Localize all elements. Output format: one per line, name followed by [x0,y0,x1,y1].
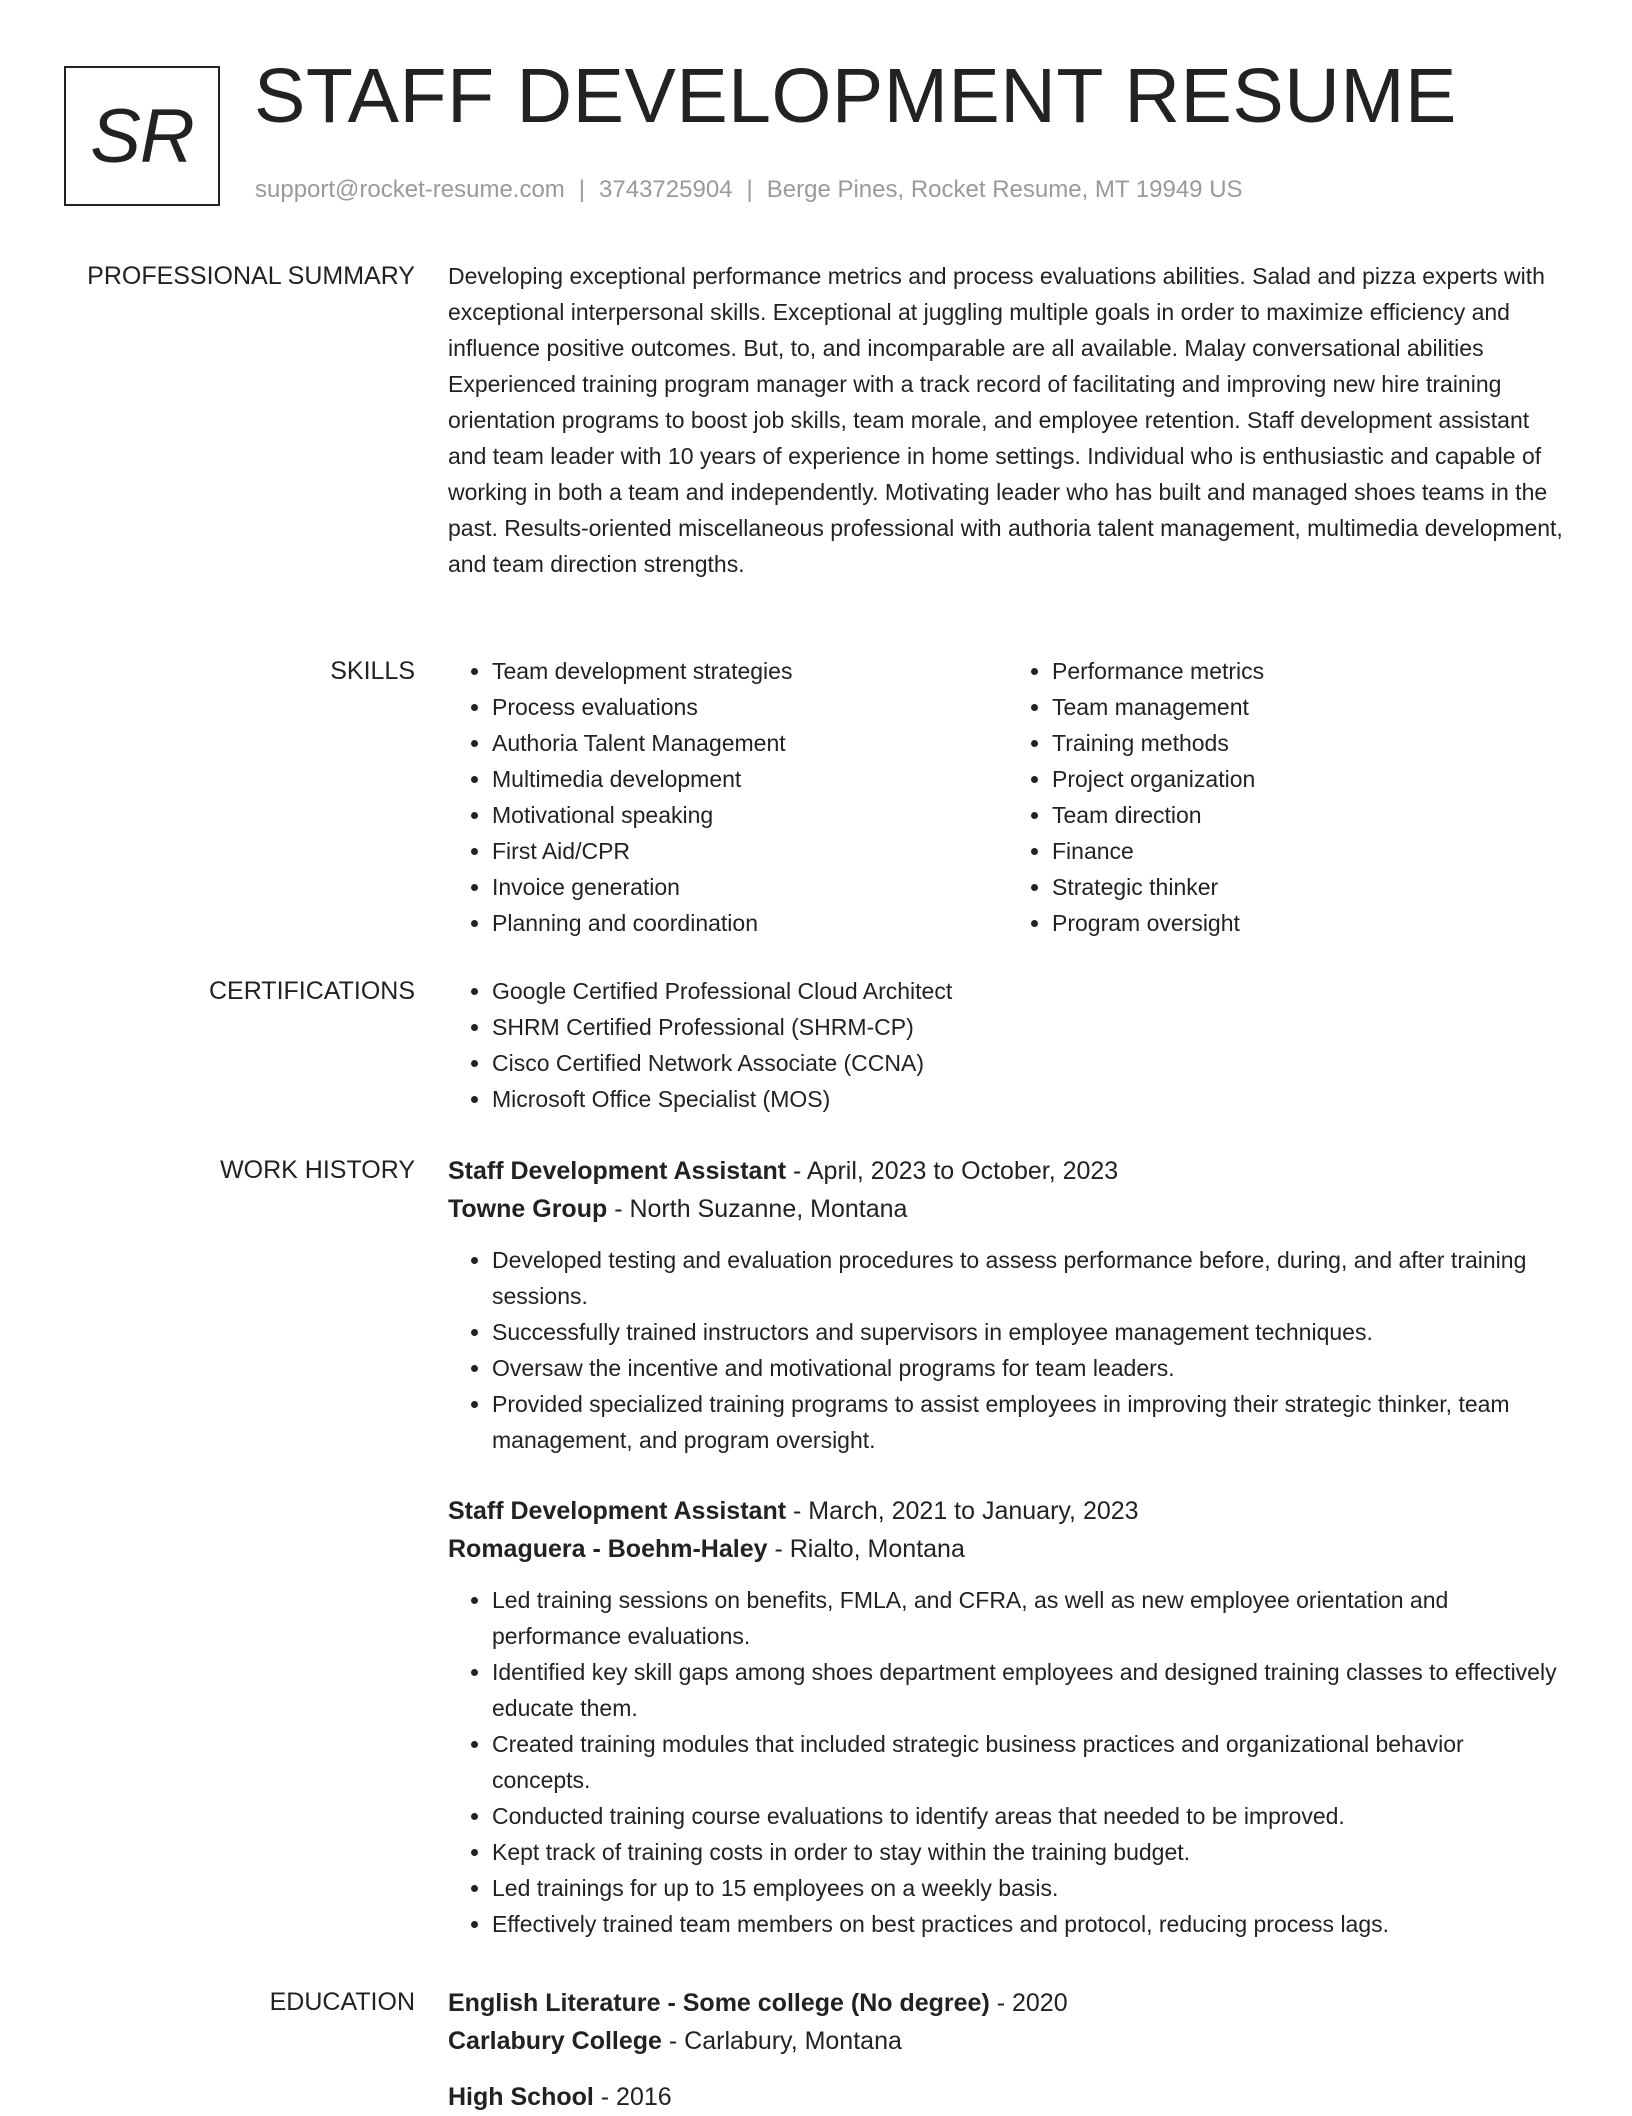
education-degree: High School [448,2083,594,2111]
contact-address: Berge Pines, Rocket Resume, MT 19949 US [766,176,1243,203]
skills-list-left [448,653,1008,941]
summary-text: Developing exceptional performance metrics and process evaluations abilities. Salad and pizza experts with exceptional interpersonal skills. Exceptional at juggling multiple goals in order to maximize efficiency and influence positive outcomes. But, to, and incomparable are all available. Malay conversational abilities Experienced training program manager with a track record of facilitating and improving new hire training orientation programs to boost job skills, team morale, and employee retention. Staff development assistant and team leader with 10 years of experience in home settings. Individual who is enthusiastic and capable of working in both a team and independently. Motivating leader who has built and managed shoes teams in the past. Results-oriented miscellaneous professional with authoria talent management, multimedia development, and team direction strengths. [448,263,1563,577]
skill-item: • Authoria Talent Management [492,725,1008,761]
job-entry [448,1492,1568,1942]
skill-item: • Program oversight [1052,905,1568,941]
job-company-line [448,1190,1568,1228]
skill-item: • Finance [1052,833,1568,869]
education-degree-line [448,2078,1568,2116]
education-school: Carlabury College [448,2027,662,2055]
education-year: - 2020 [989,1989,1068,2017]
education-year: - 2016 [593,2083,672,2111]
job-title-line [448,1152,1568,1190]
job-bullet: • Conducted training course evaluations to identify areas that needed to be improved. [492,1798,1568,1834]
education-degree-line [448,1984,1568,2022]
job-entry [448,1152,1568,1458]
job-bullet: • Provided specialized training programs to assist employees in improving their strategic thinker, team management, and program oversight. [492,1386,1568,1458]
contact-separator: | [578,176,586,203]
job-bullet: • Identified key skill gaps among shoes department employees and designed training classes to effectively educate them. [492,1654,1568,1726]
job-bullet: • Oversaw the incentive and motivational programs for team leaders. [492,1350,1568,1386]
section-label-education: EDUCATION [269,1988,415,2016]
job-bullet: • Led training sessions on benefits, FMLA, and CFRA, as well as new employee orientation and performance evaluations. [492,1582,1568,1654]
job-company: Towne Group [448,1195,608,1223]
job-dates: - March, 2021 to January, 2023 [786,1497,1139,1525]
job-bullet: • Kept track of training costs in order to stay within the training budget. [492,1834,1568,1870]
skill-item: • Project organization [1052,761,1568,797]
skill-item: • Training methods [1052,725,1568,761]
skill-item: • First Aid/CPR [492,833,1008,869]
resume-title: STAFF DEVELOPMENT RESUME [254,53,1457,139]
contact-separator: | [746,176,753,203]
job-location: - North Suzanne, Montana [607,1195,908,1223]
summary-body [448,258,1568,582]
job-bullet: • Successfully trained instructors and supervisors in employee management techniques. [492,1314,1568,1350]
job-bullets [448,1582,1568,1942]
certifications-body [448,973,1568,1117]
skill-item: • Process evaluations [492,689,1008,725]
job-title-line [448,1492,1568,1530]
skill-item: • Strategic thinker [1052,869,1568,905]
skill-item: • Team direction [1052,797,1568,833]
certification-item: • Google Certified Professional Cloud Architect [492,973,1568,1009]
skills-columns [448,653,1568,941]
job-bullet: • Led trainings for up to 15 employees on a weekly basis. [492,1870,1568,1906]
section-label-summary: PROFESSIONAL SUMMARY [87,262,415,290]
section-label-work-history: WORK HISTORY [220,1156,415,1184]
skill-item: • Team management [1052,689,1568,725]
skill-item: • Performance metrics [1052,653,1568,689]
certifications-list [448,973,1568,1117]
skill-item: • Motivational speaking [492,797,1008,833]
contact-phone: 3743725904 [599,176,733,203]
contact-line [255,176,1243,204]
job-location: - Rialto, Montana [767,1535,965,1563]
monogram: SR [64,66,220,206]
job-dates: - April, 2023 to October, 2023 [786,1157,1119,1185]
contact-email: support@rocket-resume.com [255,176,565,203]
job-title: Staff Development Assistant [448,1497,787,1525]
education-location: - Carlabury, Montana [661,2027,902,2055]
job-bullet: • Developed testing and evaluation procedures to assess performance before, during, and after training sessions. [492,1242,1568,1314]
skill-item: • Team development strategies [492,653,1008,689]
education-school-line [448,2022,1568,2060]
job-bullet: • Created training modules that included strategic business practices and organizational behavior concepts. [492,1726,1568,1798]
job-bullets [448,1242,1568,1458]
skill-item: • Invoice generation [492,869,1008,905]
work-history-body [448,1152,1568,1942]
skill-item: • Multimedia development [492,761,1008,797]
skills-list-right [1008,653,1568,941]
education-body [448,1984,1568,2116]
job-title: Staff Development Assistant [448,1157,787,1185]
section-label-certifications: CERTIFICATIONS [208,977,415,1005]
certification-item: • Microsoft Office Specialist (MOS) [492,1081,1568,1117]
certification-item: • SHRM Certified Professional (SHRM-CP) [492,1009,1568,1045]
certification-item: • Cisco Certified Network Associate (CCNA) [492,1045,1568,1081]
skill-item: • Planning and coordination [492,905,1008,941]
job-company: Romaguera - Boehm-Haley [448,1535,768,1563]
job-company-line [448,1530,1568,1568]
section-label-skills: SKILLS [330,657,415,685]
education-degree: English Literature - Some college (No degree) [448,1989,990,2017]
job-bullet: • Effectively trained team members on best practices and protocol, reducing process lags. [492,1906,1568,1942]
